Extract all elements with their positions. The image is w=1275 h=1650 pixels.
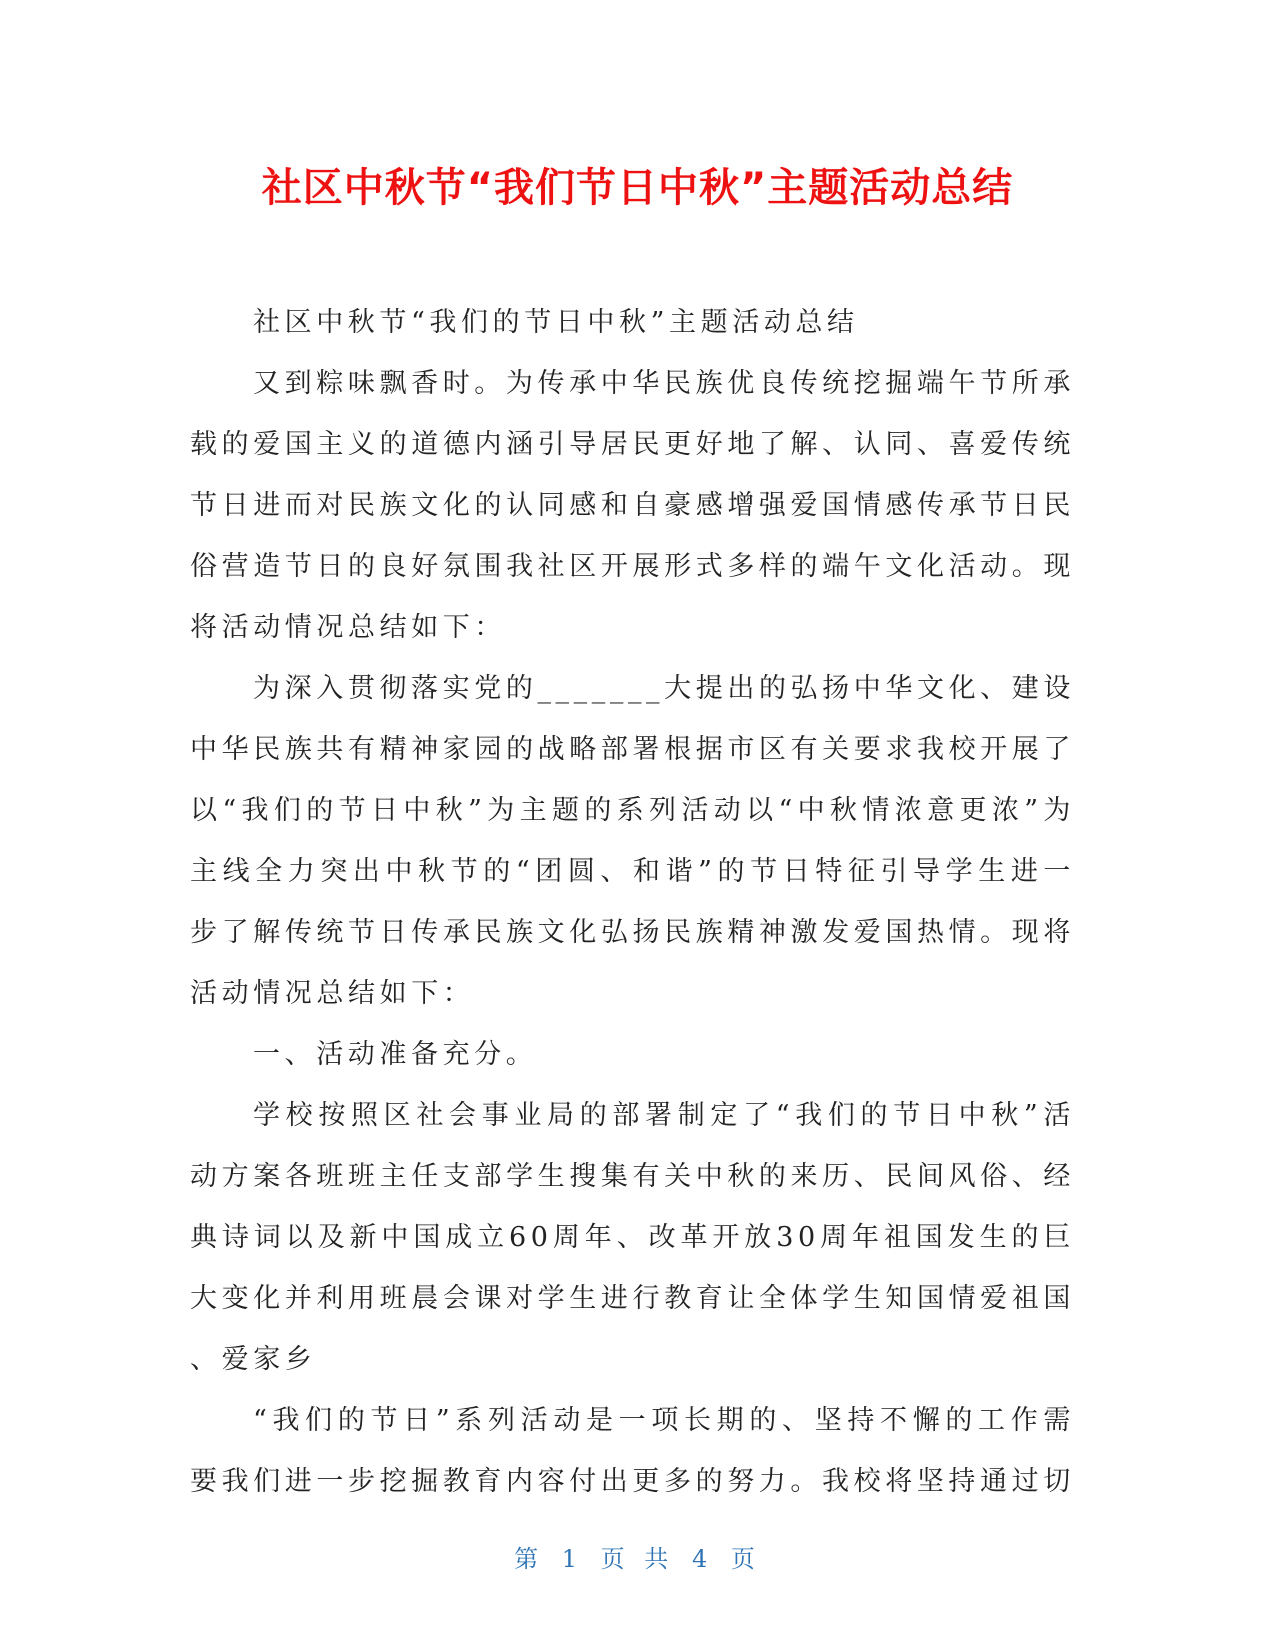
page-suffix: 页 <box>730 1545 761 1573</box>
paragraph: 又到粽味飘香时。为传承中华民族优良传统挖掘端午节所承载的爱国主义的道德内涵引导居民更好地了解、认同、喜爱传统节日进而对民族文化的认同感和自豪感增强爱国情感传承节日民俗营造节日的良好氛围我社区开展形式多样的端午文化活动。现将活动情况总结如下： <box>190 368 1075 643</box>
paragraph: 为深入贯彻落实党的_______大提出的弘扬中华文化、建设中华民族共有精神家园的战略部署根据市区有关要求我校开展了以“我们的节日中秋”为主题的系列活动以“中秋情浓意更浓”为主线全力突出中秋节的“团圆、和谐”的节日特征引导学生进一步了解传统节日传承民族文化弘扬民族精神激发爱国热情。现将活动情况总结如下： <box>190 673 1075 1009</box>
document-body <box>190 292 1075 1512</box>
page-middle-text: 页 共 <box>600 1545 675 1573</box>
total-pages-number: 4 <box>691 1545 714 1573</box>
paragraph: 学校按照区社会事业局的部署制定了“我们的节日中秋”活动方案各班班主任支部学生搜集有关中秋的来历、民间风俗、经典诗词以及新中国成立60周年、改革开放30周年祖国发生的巨大变化并利用班晨会课对学生进行教育让全体学生知国情爱祖国、爱家乡 <box>190 1100 1075 1375</box>
document-title: 社区中秋节“我们节日中秋”主题活动总结 <box>261 165 1014 211</box>
current-page-number: 1 <box>561 1545 584 1573</box>
page-prefix: 第 <box>514 1545 545 1573</box>
section-heading: 一、活动准备充分。 <box>253 1039 538 1070</box>
paragraph: “我们的节日”系列活动是一项长期的、坚持不懈的工作需要我们进一步挖掘教育内容付出更多的努力。我校将坚持通过切 <box>190 1405 1075 1497</box>
page-footer <box>0 1543 1275 1575</box>
paragraph: 社区中秋节“我们的节日中秋”主题活动总结 <box>253 307 859 338</box>
